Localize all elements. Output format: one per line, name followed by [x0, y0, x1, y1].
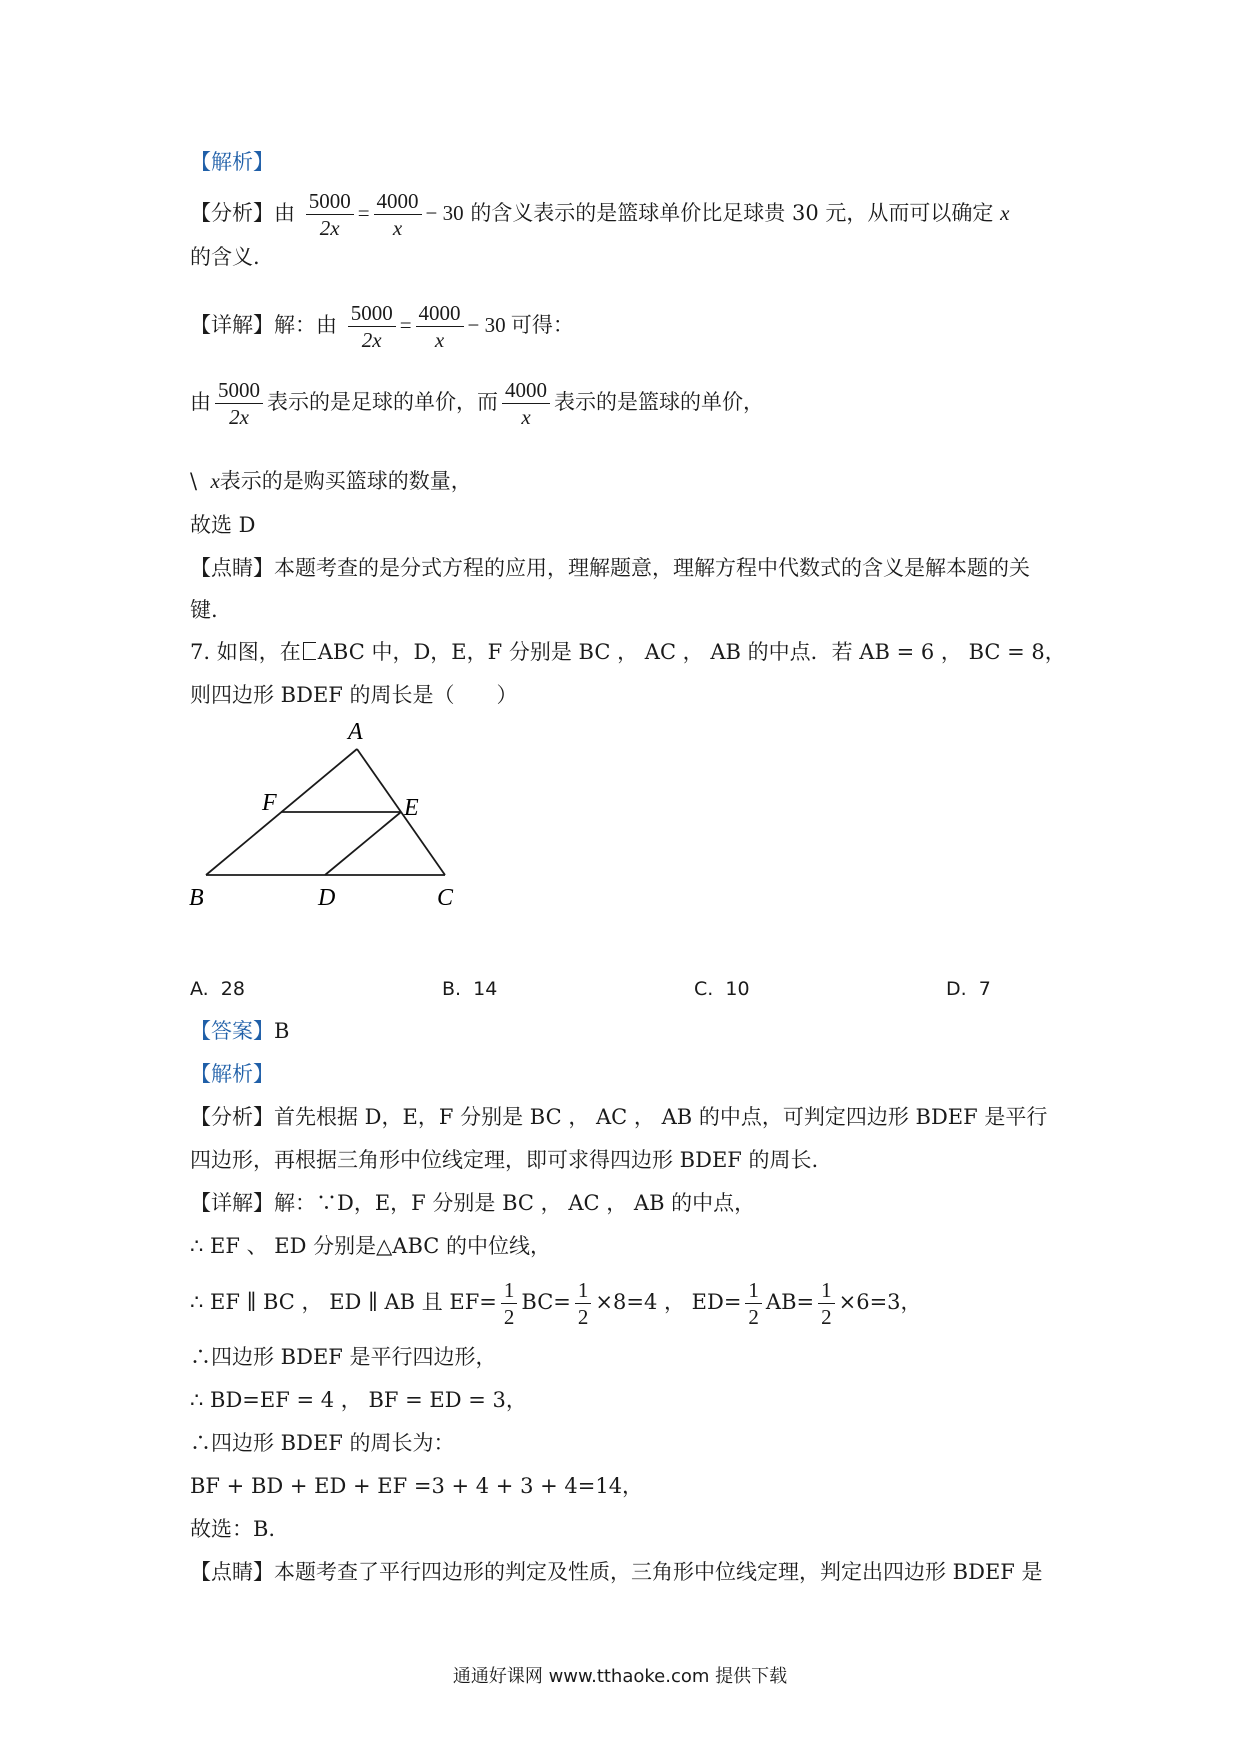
fraction-half: $\frac{1}{2}$ — [818, 1277, 835, 1330]
label-E: E — [404, 795, 419, 821]
fenxi-tag: 【分析】 — [190, 201, 274, 225]
label-D: D — [318, 885, 336, 911]
detail-line-4: 故选 D — [190, 513, 256, 537]
q7-step-6: BF + BD + ED + EF =3 + 4 + 3 + 4=14， — [190, 1474, 644, 1498]
detail-line-1: 【详解】解：由 $\frac{5000}{2x}$ = $\frac{4000}{x}$ − 30 可得： — [190, 301, 574, 352]
detail-line-3: \ x表示的是购买篮球的数量， — [190, 469, 472, 493]
fraction: $\frac{5000}{2x}$ — [215, 377, 263, 430]
q7-analysis-1: 【分析】首先根据 D，E，F 分别是 BC ， AC ， AB 的中点，可判定四边形 BDEF 是平行 — [190, 1105, 1048, 1129]
option-a: A. 28 — [190, 978, 245, 1000]
fraction: $\frac{4000}{x}$ — [502, 377, 550, 430]
label-F: F — [262, 790, 277, 816]
page-footer: 通通好课网 www.tthaoke.com 提供下载 — [452, 1666, 788, 1687]
q7-analysis-2: 四边形，再根据三角形中位线定理，即可求得四边形 BDEF 的周长. — [190, 1148, 819, 1172]
fraction: $\frac{5000}{2x}$ — [306, 188, 354, 241]
option-b: B. 14 — [442, 978, 498, 1000]
fraction-half: $\frac{1}{2}$ — [501, 1277, 518, 1330]
option-d: D. 7 — [946, 978, 991, 1000]
dianjing-tag: 【点睛】 — [190, 556, 274, 580]
dianjing-line-2: 键. — [190, 598, 218, 622]
analysis-line-2: 的含义. — [190, 245, 260, 269]
q7-step-1: ∴ EF 、 ED 分别是△ABC 的中位线， — [190, 1234, 552, 1258]
triangle-figure — [180, 715, 480, 920]
label-B: B — [189, 885, 204, 911]
question-7-stem-2: 则四边形 BDEF 的周长是（ ） — [190, 683, 518, 707]
triangle-symbol — [303, 642, 316, 660]
jiexi-tag-2: 【解析】 — [190, 1062, 274, 1086]
detail-line-2: 由 $\frac{5000}{2x}$ 表示的是足球的单价，而 $\frac{4000}{x}$ 表示的是篮球的单价， — [190, 378, 764, 429]
dianjing-line-1: 【点睛】本题考查的是分式方程的应用，理解题意，理解方程中代数式的含义是解本题的关 — [190, 556, 1030, 580]
q7-step-4: ∴ BD=EF = 4 ， BF = ED = 3， — [190, 1388, 527, 1412]
q7-step-3: ∴四边形 BDEF 是平行四边形， — [190, 1345, 497, 1369]
q7-dianjing: 【点睛】本题考查了平行四边形的判定及性质，三角形中位线定理，判定出四边形 BDEF 是 — [190, 1560, 1043, 1584]
question-7-stem-1: 7. 如图，在 ABC 中，D，E，F 分别是 BC ， AC ， AB 的中点．若 AB = 6 ， BC = 8， — [190, 640, 1066, 664]
fraction: $\frac{4000}{x}$ — [374, 188, 422, 241]
q7-step-5: ∴四边形 BDEF 的周长为： — [190, 1431, 455, 1455]
label-C: C — [437, 885, 454, 911]
q7-detail-1: 【详解】解：∵D，E，F 分别是 BC ， AC ， AB 的中点， — [190, 1191, 756, 1215]
q7-step-7: 故选：B. — [190, 1517, 276, 1541]
option-c: C. 10 — [694, 978, 750, 1000]
daan-tag: 【答案】 — [190, 1019, 274, 1043]
q7-step-2: ∴ EF ∥ BC ， ED ∥ AB 且 EF= $\frac{1}{2}$ BC= $\frac{1}{2}$ ×8=4 ， ED= $\frac{1}{2}$ AB= $\frac{1}{2}$ ×6=3， — [190, 1278, 922, 1329]
analysis-line-1: 【分析】由 $\frac{5000}{2x}$ = $\frac{4000}{x}$ − 30 的含义表示的是篮球单价比足球贵 30 元，从而可以确定 x — [190, 189, 1010, 240]
fraction-half: $\frac{1}{2}$ — [745, 1277, 762, 1330]
xiangjie-tag: 【详解】 — [190, 313, 274, 337]
fraction: $\frac{4000}{x}$ — [416, 300, 464, 353]
answer-line: 【答案】B — [190, 1019, 290, 1043]
fraction: $\frac{5000}{2x}$ — [348, 300, 396, 353]
label-A: A — [348, 719, 363, 745]
fraction-half: $\frac{1}{2}$ — [575, 1277, 592, 1330]
jiexi-tag: 【解析】 — [190, 150, 274, 174]
